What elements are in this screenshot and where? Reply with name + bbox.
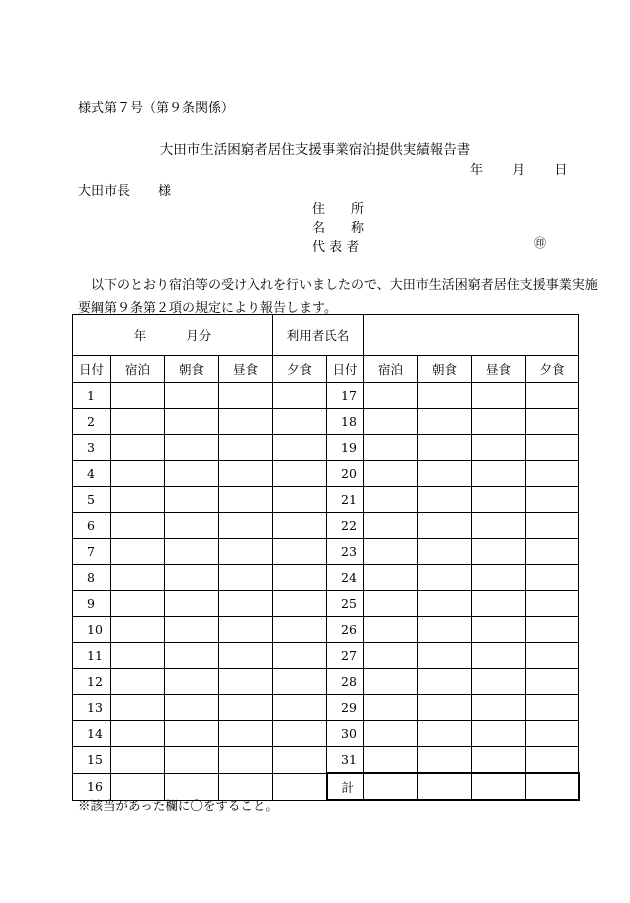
entry-cell[interactable] — [273, 695, 327, 721]
entry-cell[interactable] — [111, 513, 165, 539]
table-row — [73, 409, 579, 435]
entry-cell[interactable] — [219, 513, 273, 539]
entry-cell[interactable] — [526, 539, 579, 565]
table-row — [73, 461, 579, 487]
entry-cell[interactable] — [111, 435, 165, 461]
column-header-right-2: 朝食 — [418, 356, 472, 383]
entry-cell[interactable] — [364, 513, 418, 539]
column-header-left-4: 夕食 — [273, 356, 327, 383]
entry-cell[interactable] — [526, 409, 579, 435]
day-number: 28 — [327, 669, 364, 695]
entry-cell[interactable] — [219, 461, 273, 487]
entry-cell[interactable] — [526, 565, 579, 591]
entry-cell[interactable] — [472, 695, 526, 721]
entry-cell[interactable] — [526, 669, 579, 695]
entry-cell[interactable] — [526, 591, 579, 617]
entry-cell[interactable] — [273, 643, 327, 669]
day-number: 5 — [73, 487, 111, 513]
entry-cell[interactable] — [364, 409, 418, 435]
entry-cell[interactable] — [526, 721, 579, 747]
entry-cell[interactable] — [111, 487, 165, 513]
day-number: 21 — [327, 487, 364, 513]
entry-cell[interactable] — [111, 409, 165, 435]
day-number: 25 — [327, 591, 364, 617]
entry-cell[interactable] — [364, 643, 418, 669]
addressee-honorific: 様 — [158, 184, 172, 199]
entry-cell[interactable] — [418, 487, 472, 513]
entry-cell[interactable] — [418, 461, 472, 487]
column-header-right-4: 夕食 — [526, 356, 579, 383]
entry-cell[interactable] — [472, 643, 526, 669]
entry-cell[interactable] — [165, 513, 219, 539]
year-month-cell[interactable] — [73, 315, 273, 356]
entry-cell[interactable] — [526, 383, 579, 409]
entry-cell[interactable] — [111, 383, 165, 409]
entry-cell[interactable] — [165, 409, 219, 435]
body-text-line2: 要綱第９条第２項の規定により報告します。 — [78, 301, 337, 316]
day-number: 29 — [327, 695, 364, 721]
entry-cell[interactable] — [111, 591, 165, 617]
entry-cell[interactable] — [526, 747, 579, 774]
addressee-name: 大田市長 — [78, 184, 131, 199]
entry-cell[interactable] — [526, 461, 579, 487]
entry-cell[interactable] — [165, 591, 219, 617]
day-number: 31 — [327, 747, 364, 774]
table-row — [73, 721, 579, 747]
entry-cell[interactable] — [273, 565, 327, 591]
entry-cell[interactable] — [273, 487, 327, 513]
day-number: 30 — [327, 721, 364, 747]
seal-mark: ㊞ — [534, 236, 547, 250]
day-number: 8 — [73, 565, 111, 591]
column-header-left-3: 昼食 — [219, 356, 273, 383]
day-number: 14 — [73, 721, 111, 747]
month-label: 月分 — [186, 328, 212, 343]
entry-cell[interactable] — [364, 461, 418, 487]
entry-cell[interactable] — [472, 383, 526, 409]
table-row — [73, 435, 579, 461]
table-row — [73, 539, 579, 565]
date-line — [470, 159, 567, 178]
entry-cell[interactable] — [364, 747, 418, 774]
entry-cell[interactable] — [364, 565, 418, 591]
table-row — [73, 565, 579, 591]
entry-cell[interactable] — [165, 617, 219, 643]
entry-cell[interactable] — [111, 461, 165, 487]
day-number: 16 — [73, 773, 111, 800]
entry-cell[interactable] — [165, 643, 219, 669]
entry-cell[interactable] — [472, 409, 526, 435]
total-label: 計 — [327, 773, 364, 800]
entry-cell[interactable] — [472, 461, 526, 487]
user-name-field[interactable] — [364, 315, 579, 356]
entry-cell[interactable] — [472, 539, 526, 565]
form-number: 様式第７号（第９条関係） — [78, 101, 235, 116]
table-header-row — [73, 315, 579, 356]
day-number: 1 — [73, 383, 111, 409]
table-row — [73, 669, 579, 695]
entry-cell[interactable] — [273, 773, 327, 800]
entry-cell[interactable] — [364, 721, 418, 747]
entry-cell[interactable] — [418, 617, 472, 643]
entry-cell[interactable] — [472, 591, 526, 617]
entry-cell[interactable] — [273, 617, 327, 643]
column-header-right-3: 昼食 — [472, 356, 526, 383]
entry-cell[interactable] — [219, 565, 273, 591]
entry-cell[interactable] — [472, 721, 526, 747]
representative-label: 代 表 者 — [312, 240, 360, 255]
report-table — [72, 314, 580, 801]
entry-cell[interactable] — [418, 435, 472, 461]
entry-cell[interactable] — [165, 487, 219, 513]
address-label: 住 所 — [312, 202, 365, 217]
entry-cell[interactable] — [273, 383, 327, 409]
entry-cell[interactable] — [111, 695, 165, 721]
day-number: 26 — [327, 617, 364, 643]
table-row — [73, 591, 579, 617]
document-title: 大田市生活困窮者居住支援事業宿泊提供実績報告書 — [159, 142, 471, 158]
entry-cell[interactable] — [165, 565, 219, 591]
day-number: 27 — [327, 643, 364, 669]
entry-cell[interactable] — [219, 747, 273, 774]
table-row — [73, 617, 579, 643]
body-text-line1: 以下のとおり宿泊等の受け入れを行いましたので、大田市生活困窮者居住支援事業実施 — [78, 278, 598, 293]
table-row — [73, 487, 579, 513]
column-header-right-0: 日付 — [327, 356, 364, 383]
entry-cell[interactable] — [364, 539, 418, 565]
total-cell[interactable] — [364, 773, 418, 800]
day-number: 3 — [73, 435, 111, 461]
entry-cell[interactable] — [418, 591, 472, 617]
entry-cell[interactable] — [418, 747, 472, 774]
entry-cell[interactable] — [418, 539, 472, 565]
entry-cell[interactable] — [165, 721, 219, 747]
entry-cell[interactable] — [472, 617, 526, 643]
entry-cell[interactable] — [526, 487, 579, 513]
day-number: 11 — [73, 643, 111, 669]
addressee — [78, 180, 171, 199]
total-cell[interactable] — [526, 773, 579, 800]
entry-cell[interactable] — [219, 435, 273, 461]
entry-cell[interactable] — [472, 747, 526, 774]
entry-cell[interactable] — [418, 721, 472, 747]
entry-cell[interactable] — [273, 513, 327, 539]
column-header-left-1: 宿泊 — [111, 356, 165, 383]
entry-cell[interactable] — [472, 435, 526, 461]
entry-cell[interactable] — [472, 669, 526, 695]
entry-cell[interactable] — [219, 643, 273, 669]
entry-cell[interactable] — [364, 383, 418, 409]
entry-cell[interactable] — [273, 591, 327, 617]
entry-cell[interactable] — [111, 565, 165, 591]
entry-cell[interactable] — [526, 617, 579, 643]
total-cell[interactable] — [472, 773, 526, 800]
entry-cell[interactable] — [418, 565, 472, 591]
day-number: 20 — [327, 461, 364, 487]
day-number: 23 — [327, 539, 364, 565]
entry-cell[interactable] — [111, 747, 165, 774]
entry-cell[interactable] — [418, 409, 472, 435]
day-number: 22 — [327, 513, 364, 539]
entry-cell[interactable] — [526, 643, 579, 669]
entry-cell[interactable] — [273, 409, 327, 435]
total-cell[interactable] — [418, 773, 472, 800]
day-number: 19 — [327, 435, 364, 461]
entry-cell[interactable] — [165, 747, 219, 774]
day-number: 15 — [73, 747, 111, 774]
user-name-label: 利用者氏名 — [273, 315, 364, 356]
entry-cell[interactable] — [165, 695, 219, 721]
day-number: 24 — [327, 565, 364, 591]
entry-cell[interactable] — [273, 435, 327, 461]
day-number: 4 — [73, 461, 111, 487]
note: ※該当があった欄に〇をすること。 — [78, 798, 278, 813]
entry-cell[interactable] — [418, 669, 472, 695]
day-number: 10 — [73, 617, 111, 643]
column-header-left-0: 日付 — [73, 356, 111, 383]
entry-cell[interactable] — [219, 409, 273, 435]
entry-cell[interactable] — [219, 539, 273, 565]
table-row — [73, 747, 579, 774]
day-number: 12 — [73, 669, 111, 695]
entry-cell[interactable] — [273, 539, 327, 565]
entry-cell[interactable] — [273, 669, 327, 695]
entry-cell[interactable] — [165, 461, 219, 487]
entry-cell[interactable] — [111, 643, 165, 669]
column-header-right-1: 宿泊 — [364, 356, 418, 383]
entry-cell[interactable] — [273, 747, 327, 774]
entry-cell[interactable] — [364, 669, 418, 695]
entry-cell[interactable] — [364, 435, 418, 461]
table-row — [73, 383, 579, 409]
entry-cell[interactable] — [526, 695, 579, 721]
entry-cell[interactable] — [526, 435, 579, 461]
entry-cell[interactable] — [364, 591, 418, 617]
entry-cell[interactable] — [219, 617, 273, 643]
day-number: 2 — [73, 409, 111, 435]
entry-cell[interactable] — [165, 669, 219, 695]
entry-cell[interactable] — [111, 617, 165, 643]
entry-cell[interactable] — [219, 591, 273, 617]
day-number: 6 — [73, 513, 111, 539]
day-number: 13 — [73, 695, 111, 721]
entry-cell[interactable] — [219, 721, 273, 747]
entry-cell[interactable] — [364, 617, 418, 643]
year-label: 年 — [133, 328, 147, 343]
date-day-label: 日 — [554, 163, 568, 178]
entry-cell[interactable] — [526, 513, 579, 539]
table-row — [73, 643, 579, 669]
day-number: 7 — [73, 539, 111, 565]
entry-cell[interactable] — [219, 487, 273, 513]
entry-cell[interactable] — [165, 435, 219, 461]
day-number: 17 — [327, 383, 364, 409]
entry-cell[interactable] — [472, 487, 526, 513]
day-number: 9 — [73, 591, 111, 617]
entry-cell[interactable] — [472, 565, 526, 591]
entry-cell[interactable] — [364, 695, 418, 721]
entry-cell[interactable] — [418, 643, 472, 669]
entry-cell[interactable] — [418, 513, 472, 539]
entry-cell[interactable] — [165, 539, 219, 565]
entry-cell[interactable] — [273, 721, 327, 747]
entry-cell[interactable] — [418, 695, 472, 721]
entry-cell[interactable] — [219, 695, 273, 721]
table-row — [73, 513, 579, 539]
entry-cell[interactable] — [219, 383, 273, 409]
date-year-label: 年 — [470, 163, 484, 178]
entry-cell[interactable] — [418, 383, 472, 409]
entry-cell[interactable] — [219, 669, 273, 695]
table-row — [73, 695, 579, 721]
date-month-label: 月 — [512, 163, 526, 178]
entry-cell[interactable] — [111, 539, 165, 565]
entry-cell[interactable] — [364, 487, 418, 513]
entry-cell[interactable] — [273, 461, 327, 487]
column-header-left-2: 朝食 — [165, 356, 219, 383]
day-number: 18 — [327, 409, 364, 435]
name-label: 名 称 — [312, 221, 365, 236]
entry-cell[interactable] — [111, 721, 165, 747]
column-header-row — [73, 356, 579, 383]
entry-cell[interactable] — [472, 513, 526, 539]
entry-cell[interactable] — [111, 669, 165, 695]
entry-cell[interactable] — [165, 383, 219, 409]
